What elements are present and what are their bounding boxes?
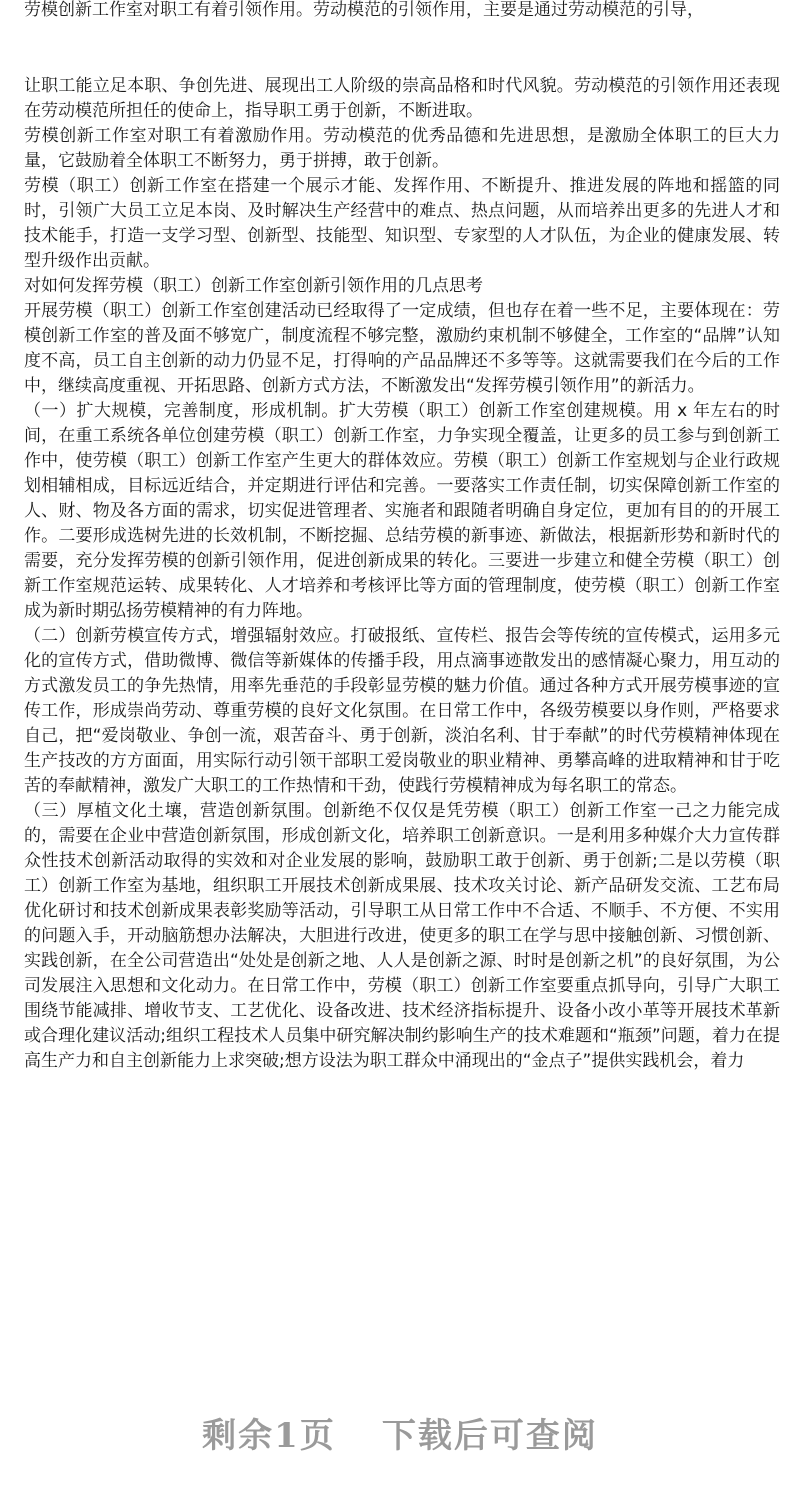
paragraph-4: 劳模（职工）创新工作室在搭建一个展示才能、发挥作用、不断提升、推进发展的阵地和摇篮的同时，引领广大员工立足本岗、及时解决生产经营中的难点、热点问题，从而培养出更多的先进人才和技术能手，打造一支学习型、创新型、技能型、知识型、专家型的人才队伍，为企业的健康发展、转型升级作出贡献。 [24, 176, 780, 271]
remaining-pages-label: 剩余1页 [202, 1416, 336, 1456]
paragraph-5: 开展劳模（职工）创新工作室创建活动已经取得了一定成绩，但也存在着一些不足，主要体现在：劳模创新工作室的普及面不够宽广，制度流程不够完整，激励约束机制不够健全，工作室的“品牌”认知度不高，员工自主创新的动力仍显不足，打得响的产品品牌还不多等等。这就需要我们在今后的工作中，继续高度重视、开拓思路、创新方式方法，不断激发出“发挥劳模引领作用”的新活力。 [24, 301, 780, 396]
document-body [24, 74, 780, 1074]
paragraph-6: （一）扩大规模，完善制度，形成机制。扩大劳模（职工）创新工作室创建规模。用 x 年左右的时间，在重工系统各单位创建劳模（职工）创新工作室，力争实现全覆盖，让更多的员工参与到创新工作中，使劳模（职工）创新工作室产生更大的群体效应。劳模（职工）创新工作室规划与企业行政规划相辅相成，目标远近结合，并定期进行评估和完善。一要落实工作责任制，切实保障创新工作室的人、财、物及各方面的需求，切实促进管理者、实施者和跟随者明确自身定位，更加有目的的开展工作。二要形成选树先进的长效机制，不断挖掘、总结劳模的新事迹、新做法，根据新形势和新时代的需要，充分发挥劳模的创新引领作用，促进创新成果的转化。三要进一步建立和健全劳模（职工）创新工作室规范运转、成果转化、人才培养和考核评比等方面的管理制度，使劳模（职工）创新工作室成为新时期弘扬劳模精神的有力阵地。 [24, 401, 780, 621]
download-prompt[interactable] [0, 1408, 800, 1457]
paragraph-8: （三）厚植文化土壤，营造创新氛围。创新绝不仅仅是凭劳模（职工）创新工作室一己之力能完成的，需要在企业中营造创新氛围，形成创新文化，培养职工创新意识。一是利用多种媒介大力宣传群众性技术创新活动取得的实效和对企业发展的影响，鼓励职工敢于创新、勇于创新;二是以劳模（职工）创新工作室为基地，组织职工开展技术创新成果展、技术攻关讨论、新产品研发交流、工艺布局优化研讨和技术创新成果表彰奖励等活动，引导职工从日常工作中不合适、不顺手、不方便、不实用的问题入手，开动脑筋想办法解决，大胆进行改进，使更多的职工在学与思中接触创新、习惯创新、实践创新，在全公司营造出“处处是创新之地、人人是创新之源、时时是创新之机”的良好氛围，为公司发展注入思想和文化动力。在日常工作中，劳模（职工）创新工作室要重点抓导向，引导广大职工围绕节能减排、增收节支、工艺优化、设备改进、技术经济指标提升、设备小改小革等开展技术革新或合理化建议活动;组织工程技术人员集中研究解决制约影响生产的技术难题和“瓶颈”问题，着力在提高生产力和自主创新能力上求突破;想方设法为职工群众中涌现出的“金点子”提供实践机会，着力 [24, 801, 780, 1071]
paragraph-3: 劳模创新工作室对职工有着激励作用。劳动模范的优秀品德和先进思想，是激励全体职工的巨大力量，它鼓励着全体职工不断努力，勇于拼搏，敢于创新。 [24, 126, 780, 171]
download-hint-label: 下载后可查阅 [381, 1416, 598, 1456]
section-heading: 对如何发挥劳模（职工）创新工作室创新引领作用的几点思考 [24, 276, 483, 296]
paragraph-1: 劳模创新工作室对职工有着引领作用。劳动模范的引领作用，主要是通过劳动模范的引导， [24, 0, 704, 20]
paragraph-7: （二）创新劳模宣传方式，增强辐射效应。打破报纸、宣传栏、报告会等传统的宣传模式，运用多元化的宣传方式，借助微博、微信等新媒体的传播手段，用点滴事迹散发出的感情凝心聚力，用互动的方式激发员工的争先热情，用率先垂范的手段彰显劳模的魅力价值。通过各种方式开展劳模事迹的宣传工作，形成崇尚劳动、尊重劳模的良好文化氛围。在日常工作中，各级劳模要以身作则，严格要求自己，把“爱岗敬业、争创一流，艰苦奋斗、勇于创新，淡泊名利、甘于奉献”的时代劳模精神体现在生产技改的方方面面，用实际行动引领干部职工爱岗敬业的职业精神、勇攀高峰的进取精神和甘于吃苦的奉献精神，激发广大职工的工作热情和干劲，使践行劳模精神成为每名职工的常态。 [24, 626, 780, 796]
paragraph-2: 让职工能立足本职、争创先进、展现出工人阶级的崇高品格和时代风貌。劳动模范的引领作用还表现在劳动模范所担任的使命上，指导职工勇于创新，不断进取。 [24, 76, 780, 121]
